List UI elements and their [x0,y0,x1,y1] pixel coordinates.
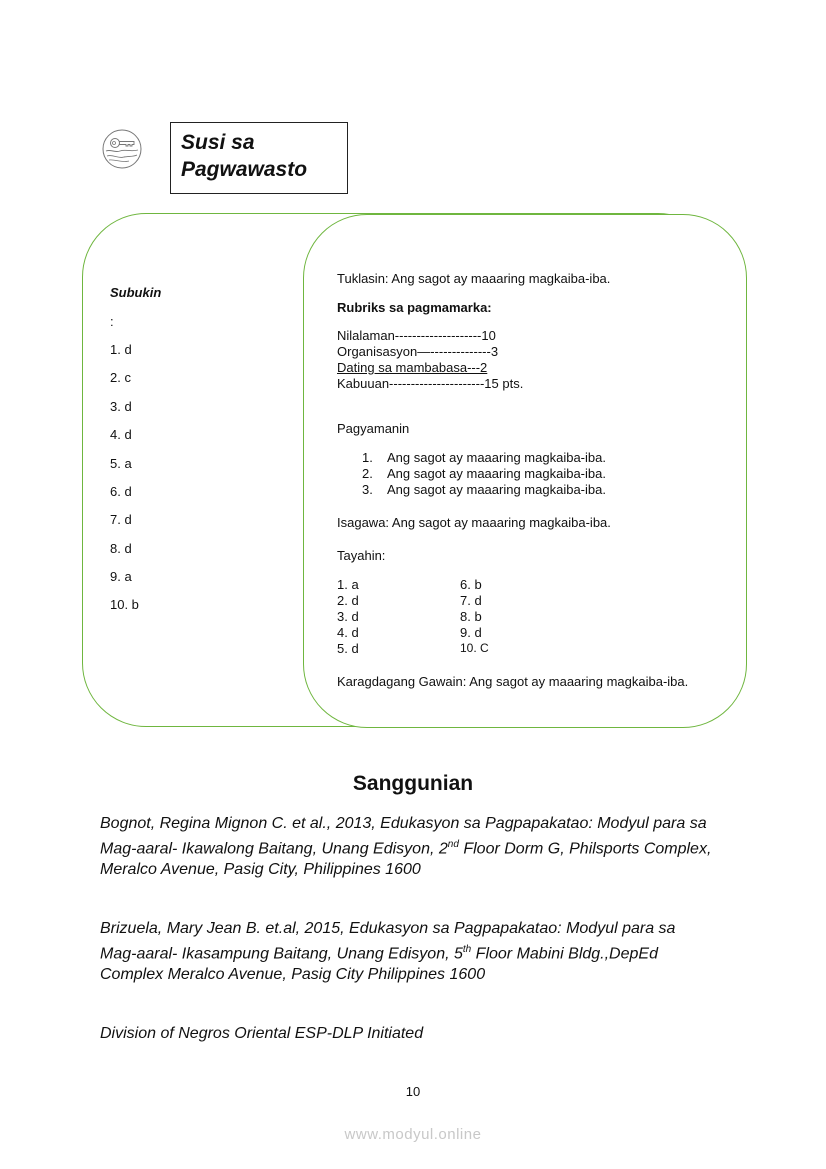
sanggunian-title: Sanggunian [352,772,474,795]
rubrik-item: Dating sa mambabasa---2 [337,360,488,375]
section-title-line1: Susi sa [181,131,255,154]
subukin-answer: 4. d [110,427,132,442]
watermark: www.modyul.online [344,1126,482,1143]
tayahin-answer: 2. d [337,593,359,608]
subukin-answer: 6. d [110,484,132,499]
pagyamanin-item: 1. Ang sagot ay maaaring magkaiba-iba. [362,450,606,465]
tayahin-answer: 10. C [460,641,489,655]
key-in-hand-icon [101,129,143,169]
subukin-answer: 2. c [110,370,131,385]
tayahin-answer: 5. d [337,641,359,656]
tayahin-title: Tayahin: [337,548,386,563]
section-title-box [170,122,348,194]
pagyamanin-item: 2. Ang sagot ay maaaring magkaiba-iba. [362,466,606,481]
subukin-answer: 8. d [110,541,132,556]
section-title-line2: Pagwawasto [181,158,308,181]
tayahin-answer: 8. b [460,609,482,624]
subukin-answer: 1. d [110,342,132,357]
reference-brizuela: Brizuela, Mary Jean B. et.al, 2015, Edukasyon sa Pagpapakatao: Modyul para sa Mag-aaral- Ikasampung Baitang, Unang Edisyon, 5th Floor Mabini Bldg.,DepEd Complex Meralco Avenue, Pasig City Philippines 1600 [100,920,676,984]
tayahin-answer: 4. d [337,625,359,640]
subukin-answer: 9. a [110,569,132,584]
tuklasin-text: Tuklasin: Ang sagot ay maaaring magkaiba-iba. [337,271,611,286]
isagawa-text: Isagawa: Ang sagot ay maaaring magkaiba-iba. [337,515,611,530]
rubrik-item: Organisasyon—--------------3 [337,344,499,359]
pagyamanin-item: 3. Ang sagot ay maaaring magkaiba-iba. [362,482,606,497]
reference-division: Division of Negros Oriental ESP-DLP Initiated [100,1025,424,1042]
tayahin-answer: 9. d [460,625,482,640]
subukin-answer: 10. b [110,597,139,612]
tayahin-answer: 1. a [337,577,359,592]
subukin-colon: : [110,314,114,329]
subukin-answer: 5. a [110,456,132,471]
tayahin-answer: 3. d [337,609,359,624]
page-number: 10 [405,1084,421,1099]
subukin-answer: 3. d [110,399,132,414]
rubriks-title: Rubriks sa pagmamarka: [337,300,492,315]
karagdagan-text: Karagdagang Gawain: Ang sagot ay maaaring magkaiba-iba. [337,674,689,689]
pagyamanin-title: Pagyamanin [337,421,410,436]
tayahin-answer: 7. d [460,593,482,608]
tayahin-answer: 6. b [460,577,482,592]
rubrik-item: Nilalaman--------------------10 [337,328,496,343]
subukin-answer: 7. d [110,512,132,527]
reference-bognot: Bognot, Regina Mignon C. et al., 2013, Edukasyon sa Pagpapakatao: Modyul para sa Mag-aaral- Ikawalong Baitang, Unang Edisyon, 2nd Floor Dorm G, Philsports Complex, Meralco Avenue, Pasig City, Philippines 1600 [100,815,712,879]
rubrik-item: Kabuuan----------------------15 pts. [337,376,524,391]
subukin-title: Subukin [110,285,162,300]
